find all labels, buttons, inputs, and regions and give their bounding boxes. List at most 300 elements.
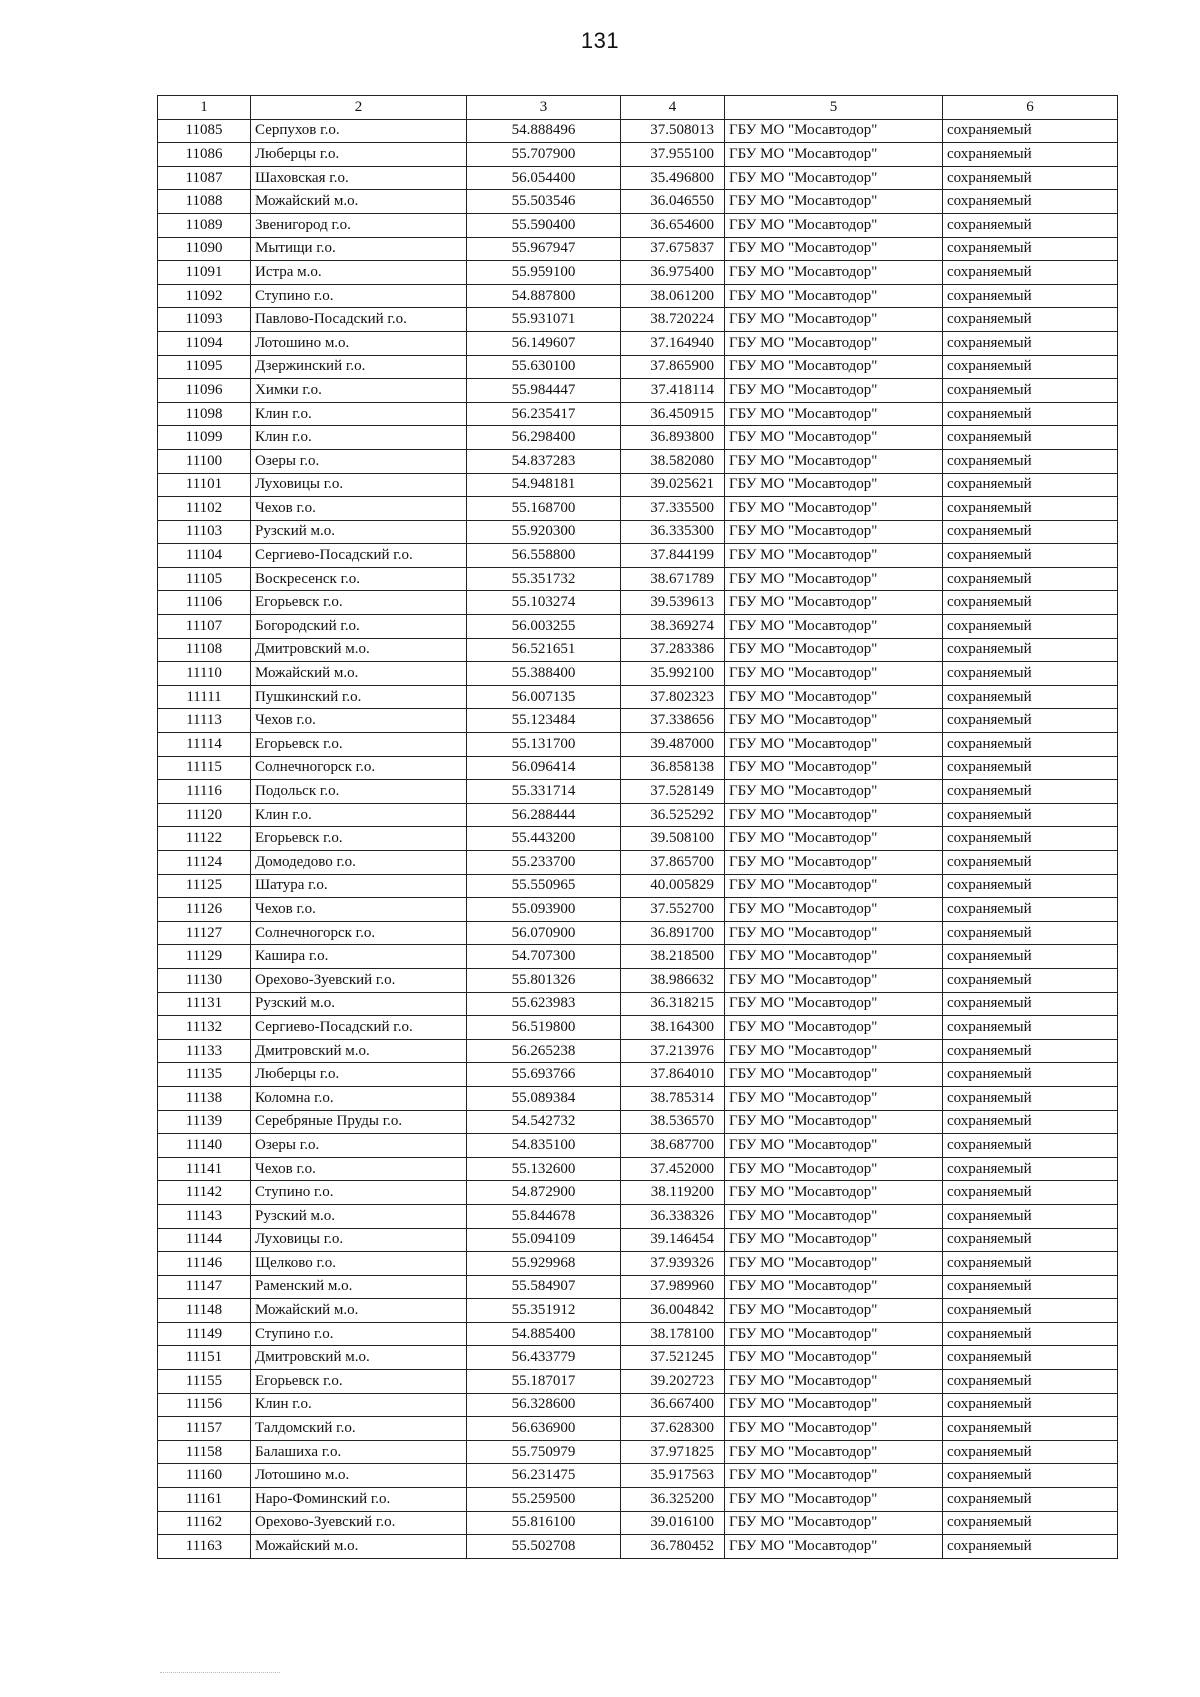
cell-organization: ГБУ МО "Мосавтодор" bbox=[725, 1228, 943, 1252]
cell-organization: ГБУ МО "Мосавтодор" bbox=[725, 402, 943, 426]
column-header-6: 6 bbox=[943, 96, 1118, 120]
table-row bbox=[158, 756, 1118, 780]
cell-status: сохраняемый bbox=[943, 261, 1118, 285]
cell-municipality: Коломна г.о. bbox=[251, 1086, 467, 1110]
cell-organization: ГБУ МО "Мосавтодор" bbox=[725, 1346, 943, 1370]
cell-municipality: Раменский м.о. bbox=[251, 1275, 467, 1299]
cell-latitude: 55.123484 bbox=[467, 709, 621, 733]
cell-municipality: Серебряные Пруды г.о. bbox=[251, 1110, 467, 1134]
cell-longitude: 37.864010 bbox=[621, 1063, 725, 1087]
cell-municipality: Можайский м.о. bbox=[251, 1535, 467, 1559]
cell-municipality: Озеры г.о. bbox=[251, 449, 467, 473]
cell-longitude: 37.628300 bbox=[621, 1417, 725, 1441]
cell-latitude: 55.443200 bbox=[467, 827, 621, 851]
table-row bbox=[158, 119, 1118, 143]
cell-organization: ГБУ МО "Мосавтодор" bbox=[725, 1511, 943, 1535]
table-row bbox=[158, 1440, 1118, 1464]
cell-longitude: 37.865700 bbox=[621, 851, 725, 875]
cell-latitude: 56.007135 bbox=[467, 685, 621, 709]
cell-latitude: 55.351732 bbox=[467, 567, 621, 591]
cell-status: сохраняемый bbox=[943, 331, 1118, 355]
cell-organization: ГБУ МО "Мосавтодор" bbox=[725, 1157, 943, 1181]
cell-latitude: 55.750979 bbox=[467, 1440, 621, 1464]
cell-longitude: 36.654600 bbox=[621, 213, 725, 237]
cell-municipality: Ступино г.о. bbox=[251, 1181, 467, 1205]
cell-number: 11090 bbox=[158, 237, 251, 261]
table-row bbox=[158, 685, 1118, 709]
cell-status: сохраняемый bbox=[943, 968, 1118, 992]
cell-latitude: 56.003255 bbox=[467, 615, 621, 639]
cell-latitude: 55.550965 bbox=[467, 874, 621, 898]
cell-latitude: 55.920300 bbox=[467, 520, 621, 544]
cell-municipality: Рузский м.о. bbox=[251, 520, 467, 544]
cell-status: сохраняемый bbox=[943, 1299, 1118, 1323]
cell-municipality: Люберцы г.о. bbox=[251, 143, 467, 167]
cell-longitude: 36.893800 bbox=[621, 426, 725, 450]
cell-number: 11160 bbox=[158, 1464, 251, 1488]
cell-latitude: 56.288444 bbox=[467, 803, 621, 827]
table-row bbox=[158, 237, 1118, 261]
cell-longitude: 37.844199 bbox=[621, 544, 725, 568]
cell-organization: ГБУ МО "Мосавтодор" bbox=[725, 615, 943, 639]
table-row bbox=[158, 1346, 1118, 1370]
cell-status: сохраняемый bbox=[943, 591, 1118, 615]
cell-longitude: 40.005829 bbox=[621, 874, 725, 898]
cell-status: сохраняемый bbox=[943, 874, 1118, 898]
cell-status: сохраняемый bbox=[943, 1110, 1118, 1134]
table-row bbox=[158, 166, 1118, 190]
cell-status: сохраняемый bbox=[943, 1488, 1118, 1512]
cell-number: 11138 bbox=[158, 1086, 251, 1110]
cell-organization: ГБУ МО "Мосавтодор" bbox=[725, 426, 943, 450]
cell-number: 11142 bbox=[158, 1181, 251, 1205]
cell-organization: ГБУ МО "Мосавтодор" bbox=[725, 638, 943, 662]
cell-longitude: 37.452000 bbox=[621, 1157, 725, 1181]
cell-latitude: 55.103274 bbox=[467, 591, 621, 615]
cell-longitude: 37.335500 bbox=[621, 497, 725, 521]
cell-organization: ГБУ МО "Мосавтодор" bbox=[725, 874, 943, 898]
cell-longitude: 35.917563 bbox=[621, 1464, 725, 1488]
cell-longitude: 38.582080 bbox=[621, 449, 725, 473]
cell-number: 11107 bbox=[158, 615, 251, 639]
table-row bbox=[158, 1275, 1118, 1299]
cell-latitude: 54.948181 bbox=[467, 473, 621, 497]
cell-latitude: 56.070900 bbox=[467, 921, 621, 945]
cell-status: сохраняемый bbox=[943, 1511, 1118, 1535]
table-row bbox=[158, 567, 1118, 591]
cell-organization: ГБУ МО "Мосавтодор" bbox=[725, 520, 943, 544]
cell-organization: ГБУ МО "Мосавтодор" bbox=[725, 685, 943, 709]
cell-municipality: Щелково г.о. bbox=[251, 1252, 467, 1276]
cell-longitude: 38.218500 bbox=[621, 945, 725, 969]
cell-longitude: 35.496800 bbox=[621, 166, 725, 190]
cell-number: 11095 bbox=[158, 355, 251, 379]
cell-latitude: 54.885400 bbox=[467, 1322, 621, 1346]
cell-status: сохраняемый bbox=[943, 945, 1118, 969]
cell-status: сохраняемый bbox=[943, 237, 1118, 261]
cell-latitude: 55.630100 bbox=[467, 355, 621, 379]
cell-organization: ГБУ МО "Мосавтодор" bbox=[725, 1440, 943, 1464]
cell-longitude: 37.865900 bbox=[621, 355, 725, 379]
cell-latitude: 55.502708 bbox=[467, 1535, 621, 1559]
cell-number: 11135 bbox=[158, 1063, 251, 1087]
cell-municipality: Истра м.о. bbox=[251, 261, 467, 285]
cell-latitude: 55.931071 bbox=[467, 308, 621, 332]
table-row bbox=[158, 402, 1118, 426]
cell-latitude: 56.235417 bbox=[467, 402, 621, 426]
cell-latitude: 54.542732 bbox=[467, 1110, 621, 1134]
cell-municipality: Талдомский г.о. bbox=[251, 1417, 467, 1441]
cell-longitude: 38.720224 bbox=[621, 308, 725, 332]
cell-status: сохраняемый bbox=[943, 638, 1118, 662]
cell-municipality: Чехов г.о. bbox=[251, 709, 467, 733]
cell-organization: ГБУ МО "Мосавтодор" bbox=[725, 449, 943, 473]
cell-latitude: 54.872900 bbox=[467, 1181, 621, 1205]
table-row bbox=[158, 709, 1118, 733]
cell-status: сохраняемый bbox=[943, 1252, 1118, 1276]
cell-municipality: Рузский м.о. bbox=[251, 992, 467, 1016]
cell-status: сохраняемый bbox=[943, 921, 1118, 945]
cell-status: сохраняемый bbox=[943, 213, 1118, 237]
cell-longitude: 38.061200 bbox=[621, 284, 725, 308]
cell-status: сохраняемый bbox=[943, 827, 1118, 851]
cell-organization: ГБУ МО "Мосавтодор" bbox=[725, 1417, 943, 1441]
table-row bbox=[158, 1086, 1118, 1110]
table-row bbox=[158, 591, 1118, 615]
cell-status: сохраняемый bbox=[943, 1440, 1118, 1464]
cell-number: 11132 bbox=[158, 1016, 251, 1040]
table-row bbox=[158, 968, 1118, 992]
cell-status: сохраняемый bbox=[943, 898, 1118, 922]
cell-organization: ГБУ МО "Мосавтодор" bbox=[725, 213, 943, 237]
cell-longitude: 37.675837 bbox=[621, 237, 725, 261]
cell-status: сохраняемый bbox=[943, 1228, 1118, 1252]
cell-latitude: 55.590400 bbox=[467, 213, 621, 237]
table-header bbox=[158, 96, 1118, 120]
cell-latitude: 55.984447 bbox=[467, 379, 621, 403]
cell-longitude: 38.536570 bbox=[621, 1110, 725, 1134]
table-row bbox=[158, 1157, 1118, 1181]
cell-municipality: Домодедово г.о. bbox=[251, 851, 467, 875]
cell-number: 11102 bbox=[158, 497, 251, 521]
cell-organization: ГБУ МО "Мосавтодор" bbox=[725, 166, 943, 190]
cell-number: 11101 bbox=[158, 473, 251, 497]
cell-longitude: 36.891700 bbox=[621, 921, 725, 945]
cell-organization: ГБУ МО "Мосавтодор" bbox=[725, 237, 943, 261]
cell-number: 11125 bbox=[158, 874, 251, 898]
table-body bbox=[158, 119, 1118, 1558]
cell-status: сохраняемый bbox=[943, 544, 1118, 568]
cell-number: 11156 bbox=[158, 1393, 251, 1417]
cell-municipality: Орехово-Зуевский г.о. bbox=[251, 968, 467, 992]
cell-organization: ГБУ МО "Мосавтодор" bbox=[725, 756, 943, 780]
cell-municipality: Богородский г.о. bbox=[251, 615, 467, 639]
cell-number: 11140 bbox=[158, 1134, 251, 1158]
cell-longitude: 39.508100 bbox=[621, 827, 725, 851]
cell-organization: ГБУ МО "Мосавтодор" bbox=[725, 355, 943, 379]
cell-status: сохраняемый bbox=[943, 449, 1118, 473]
table-row bbox=[158, 1511, 1118, 1535]
cell-number: 11162 bbox=[158, 1511, 251, 1535]
cell-latitude: 55.503546 bbox=[467, 190, 621, 214]
cell-latitude: 55.801326 bbox=[467, 968, 621, 992]
cell-number: 11105 bbox=[158, 567, 251, 591]
cell-number: 11133 bbox=[158, 1039, 251, 1063]
cell-longitude: 37.802323 bbox=[621, 685, 725, 709]
cell-organization: ГБУ МО "Мосавтодор" bbox=[725, 827, 943, 851]
cell-organization: ГБУ МО "Мосавтодор" bbox=[725, 473, 943, 497]
cell-longitude: 38.164300 bbox=[621, 1016, 725, 1040]
cell-longitude: 37.521245 bbox=[621, 1346, 725, 1370]
cell-organization: ГБУ МО "Мосавтодор" bbox=[725, 803, 943, 827]
cell-municipality: Солнечногорск г.о. bbox=[251, 921, 467, 945]
cell-municipality: Люберцы г.о. bbox=[251, 1063, 467, 1087]
cell-latitude: 55.623983 bbox=[467, 992, 621, 1016]
cell-latitude: 56.231475 bbox=[467, 1464, 621, 1488]
cell-municipality: Дзержинский г.о. bbox=[251, 355, 467, 379]
cell-number: 11110 bbox=[158, 662, 251, 686]
cell-municipality: Сергиево-Посадский г.о. bbox=[251, 1016, 467, 1040]
cell-municipality: Дмитровский м.о. bbox=[251, 638, 467, 662]
cell-status: сохраняемый bbox=[943, 1417, 1118, 1441]
cell-municipality: Лотошино м.о. bbox=[251, 331, 467, 355]
cell-number: 11139 bbox=[158, 1110, 251, 1134]
cell-organization: ГБУ МО "Мосавтодор" bbox=[725, 119, 943, 143]
cell-organization: ГБУ МО "Мосавтодор" bbox=[725, 1370, 943, 1394]
cell-status: сохраняемый bbox=[943, 1370, 1118, 1394]
cell-organization: ГБУ МО "Мосавтодор" bbox=[725, 1039, 943, 1063]
cell-municipality: Звенигород г.о. bbox=[251, 213, 467, 237]
cell-municipality: Клин г.о. bbox=[251, 803, 467, 827]
table-row bbox=[158, 426, 1118, 450]
cell-organization: ГБУ МО "Мосавтодор" bbox=[725, 898, 943, 922]
table-row bbox=[158, 780, 1118, 804]
cell-latitude: 55.233700 bbox=[467, 851, 621, 875]
cell-status: сохраняемый bbox=[943, 1275, 1118, 1299]
cell-latitude: 55.388400 bbox=[467, 662, 621, 686]
cell-organization: ГБУ МО "Мосавтодор" bbox=[725, 1110, 943, 1134]
cell-longitude: 39.025621 bbox=[621, 473, 725, 497]
cell-longitude: 38.119200 bbox=[621, 1181, 725, 1205]
cell-status: сохраняемый bbox=[943, 190, 1118, 214]
table-row bbox=[158, 1370, 1118, 1394]
cell-municipality: Ступино г.о. bbox=[251, 284, 467, 308]
cell-number: 11094 bbox=[158, 331, 251, 355]
cell-organization: ГБУ МО "Мосавтодор" bbox=[725, 780, 943, 804]
cell-status: сохраняемый bbox=[943, 992, 1118, 1016]
table-row bbox=[158, 497, 1118, 521]
cell-status: сохраняемый bbox=[943, 166, 1118, 190]
cell-organization: ГБУ МО "Мосавтодор" bbox=[725, 1464, 943, 1488]
cell-longitude: 36.525292 bbox=[621, 803, 725, 827]
cell-latitude: 56.519800 bbox=[467, 1016, 621, 1040]
cell-status: сохраняемый bbox=[943, 851, 1118, 875]
cell-longitude: 35.992100 bbox=[621, 662, 725, 686]
cell-status: сохраняемый bbox=[943, 756, 1118, 780]
cell-number: 11151 bbox=[158, 1346, 251, 1370]
cell-status: сохраняемый bbox=[943, 1181, 1118, 1205]
cell-status: сохраняемый bbox=[943, 567, 1118, 591]
cell-organization: ГБУ МО "Мосавтодор" bbox=[725, 662, 943, 686]
cell-number: 11087 bbox=[158, 166, 251, 190]
cell-status: сохраняемый bbox=[943, 473, 1118, 497]
cell-municipality: Можайский м.о. bbox=[251, 662, 467, 686]
cell-status: сохраняемый bbox=[943, 1322, 1118, 1346]
cell-number: 11127 bbox=[158, 921, 251, 945]
cell-municipality: Рузский м.о. bbox=[251, 1204, 467, 1228]
cell-number: 11108 bbox=[158, 638, 251, 662]
cell-status: сохраняемый bbox=[943, 497, 1118, 521]
cell-organization: ГБУ МО "Мосавтодор" bbox=[725, 308, 943, 332]
cell-number: 11091 bbox=[158, 261, 251, 285]
cell-longitude: 37.508013 bbox=[621, 119, 725, 143]
cell-latitude: 56.521651 bbox=[467, 638, 621, 662]
cell-status: сохраняемый bbox=[943, 1039, 1118, 1063]
cell-latitude: 56.149607 bbox=[467, 331, 621, 355]
cell-status: сохраняемый bbox=[943, 520, 1118, 544]
cell-longitude: 36.338326 bbox=[621, 1204, 725, 1228]
table-row bbox=[158, 874, 1118, 898]
cell-status: сохраняемый bbox=[943, 308, 1118, 332]
cell-number: 11113 bbox=[158, 709, 251, 733]
table-row bbox=[158, 213, 1118, 237]
table-row bbox=[158, 1204, 1118, 1228]
cell-organization: ГБУ МО "Мосавтодор" bbox=[725, 379, 943, 403]
cell-status: сохраняемый bbox=[943, 1535, 1118, 1559]
table-row bbox=[158, 544, 1118, 568]
cell-organization: ГБУ МО "Мосавтодор" bbox=[725, 544, 943, 568]
cell-organization: ГБУ МО "Мосавтодор" bbox=[725, 284, 943, 308]
cell-organization: ГБУ МО "Мосавтодор" bbox=[725, 1204, 943, 1228]
cell-latitude: 56.433779 bbox=[467, 1346, 621, 1370]
cell-latitude: 55.693766 bbox=[467, 1063, 621, 1087]
cell-latitude: 55.093900 bbox=[467, 898, 621, 922]
cell-organization: ГБУ МО "Мосавтодор" bbox=[725, 1016, 943, 1040]
table-row bbox=[158, 827, 1118, 851]
cell-number: 11115 bbox=[158, 756, 251, 780]
cell-latitude: 55.707900 bbox=[467, 143, 621, 167]
cell-latitude: 55.816100 bbox=[467, 1511, 621, 1535]
cell-municipality: Егорьевск г.о. bbox=[251, 733, 467, 757]
cell-municipality: Орехово-Зуевский г.о. bbox=[251, 1511, 467, 1535]
cell-longitude: 36.335300 bbox=[621, 520, 725, 544]
table-row bbox=[158, 331, 1118, 355]
table-row bbox=[158, 851, 1118, 875]
cell-latitude: 56.328600 bbox=[467, 1393, 621, 1417]
cell-longitude: 39.016100 bbox=[621, 1511, 725, 1535]
cell-organization: ГБУ МО "Мосавтодор" bbox=[725, 1275, 943, 1299]
cell-municipality: Мытищи г.о. bbox=[251, 237, 467, 261]
table-row bbox=[158, 992, 1118, 1016]
cell-municipality: Лотошино м.о. bbox=[251, 1464, 467, 1488]
cell-status: сохраняемый bbox=[943, 1134, 1118, 1158]
cell-municipality: Павлово-Посадский г.о. bbox=[251, 308, 467, 332]
cell-latitude: 54.887800 bbox=[467, 284, 621, 308]
cell-organization: ГБУ МО "Мосавтодор" bbox=[725, 190, 943, 214]
cell-latitude: 55.331714 bbox=[467, 780, 621, 804]
cell-municipality: Пушкинский г.о. bbox=[251, 685, 467, 709]
cell-number: 11143 bbox=[158, 1204, 251, 1228]
cell-organization: ГБУ МО "Мосавтодор" bbox=[725, 1322, 943, 1346]
cell-status: сохраняемый bbox=[943, 662, 1118, 686]
cell-number: 11089 bbox=[158, 213, 251, 237]
table-row bbox=[158, 803, 1118, 827]
cell-longitude: 39.146454 bbox=[621, 1228, 725, 1252]
cell-longitude: 36.780452 bbox=[621, 1535, 725, 1559]
cell-organization: ГБУ МО "Мосавтодор" bbox=[725, 143, 943, 167]
table-row bbox=[158, 1299, 1118, 1323]
scan-artifact bbox=[160, 1672, 280, 1675]
cell-organization: ГБУ МО "Мосавтодор" bbox=[725, 733, 943, 757]
cell-longitude: 36.450915 bbox=[621, 402, 725, 426]
cell-latitude: 55.351912 bbox=[467, 1299, 621, 1323]
cell-organization: ГБУ МО "Мосавтодор" bbox=[725, 1299, 943, 1323]
cell-latitude: 55.168700 bbox=[467, 497, 621, 521]
cell-status: сохраняемый bbox=[943, 1063, 1118, 1087]
cell-number: 11131 bbox=[158, 992, 251, 1016]
cell-longitude: 39.539613 bbox=[621, 591, 725, 615]
cell-latitude: 55.094109 bbox=[467, 1228, 621, 1252]
cell-latitude: 55.259500 bbox=[467, 1488, 621, 1512]
table-row bbox=[158, 520, 1118, 544]
cell-organization: ГБУ МО "Мосавтодор" bbox=[725, 497, 943, 521]
cell-municipality: Шатура г.о. bbox=[251, 874, 467, 898]
cell-longitude: 37.939326 bbox=[621, 1252, 725, 1276]
table-row bbox=[158, 1488, 1118, 1512]
cell-municipality: Наро-Фоминский г.о. bbox=[251, 1488, 467, 1512]
table-row bbox=[158, 615, 1118, 639]
table-row bbox=[158, 379, 1118, 403]
cell-latitude: 54.835100 bbox=[467, 1134, 621, 1158]
cell-number: 11141 bbox=[158, 1157, 251, 1181]
cell-latitude: 56.054400 bbox=[467, 166, 621, 190]
table-row bbox=[158, 1110, 1118, 1134]
table-row bbox=[158, 638, 1118, 662]
cell-number: 11100 bbox=[158, 449, 251, 473]
table-row bbox=[158, 1134, 1118, 1158]
cell-municipality: Егорьевск г.о. bbox=[251, 827, 467, 851]
cell-municipality: Дмитровский м.о. bbox=[251, 1039, 467, 1063]
table-row bbox=[158, 355, 1118, 379]
cell-number: 11157 bbox=[158, 1417, 251, 1441]
cell-number: 11106 bbox=[158, 591, 251, 615]
cell-longitude: 38.687700 bbox=[621, 1134, 725, 1158]
cell-status: сохраняемый bbox=[943, 119, 1118, 143]
table-row bbox=[158, 1322, 1118, 1346]
cell-number: 11085 bbox=[158, 119, 251, 143]
cell-organization: ГБУ МО "Мосавтодор" bbox=[725, 1086, 943, 1110]
cell-number: 11096 bbox=[158, 379, 251, 403]
cell-status: сохраняемый bbox=[943, 1393, 1118, 1417]
cell-status: сохраняемый bbox=[943, 709, 1118, 733]
cell-number: 11093 bbox=[158, 308, 251, 332]
cell-status: сохраняемый bbox=[943, 1016, 1118, 1040]
data-table bbox=[157, 95, 1118, 1559]
cell-latitude: 56.558800 bbox=[467, 544, 621, 568]
cell-latitude: 55.089384 bbox=[467, 1086, 621, 1110]
table-row bbox=[158, 1228, 1118, 1252]
cell-status: сохраняемый bbox=[943, 733, 1118, 757]
cell-organization: ГБУ МО "Мосавтодор" bbox=[725, 567, 943, 591]
cell-organization: ГБУ МО "Мосавтодор" bbox=[725, 945, 943, 969]
cell-municipality: Кашира г.о. bbox=[251, 945, 467, 969]
cell-number: 11161 bbox=[158, 1488, 251, 1512]
table-row bbox=[158, 284, 1118, 308]
cell-municipality: Луховицы г.о. bbox=[251, 473, 467, 497]
table-row bbox=[158, 945, 1118, 969]
cell-number: 11104 bbox=[158, 544, 251, 568]
cell-municipality: Чехов г.о. bbox=[251, 1157, 467, 1181]
